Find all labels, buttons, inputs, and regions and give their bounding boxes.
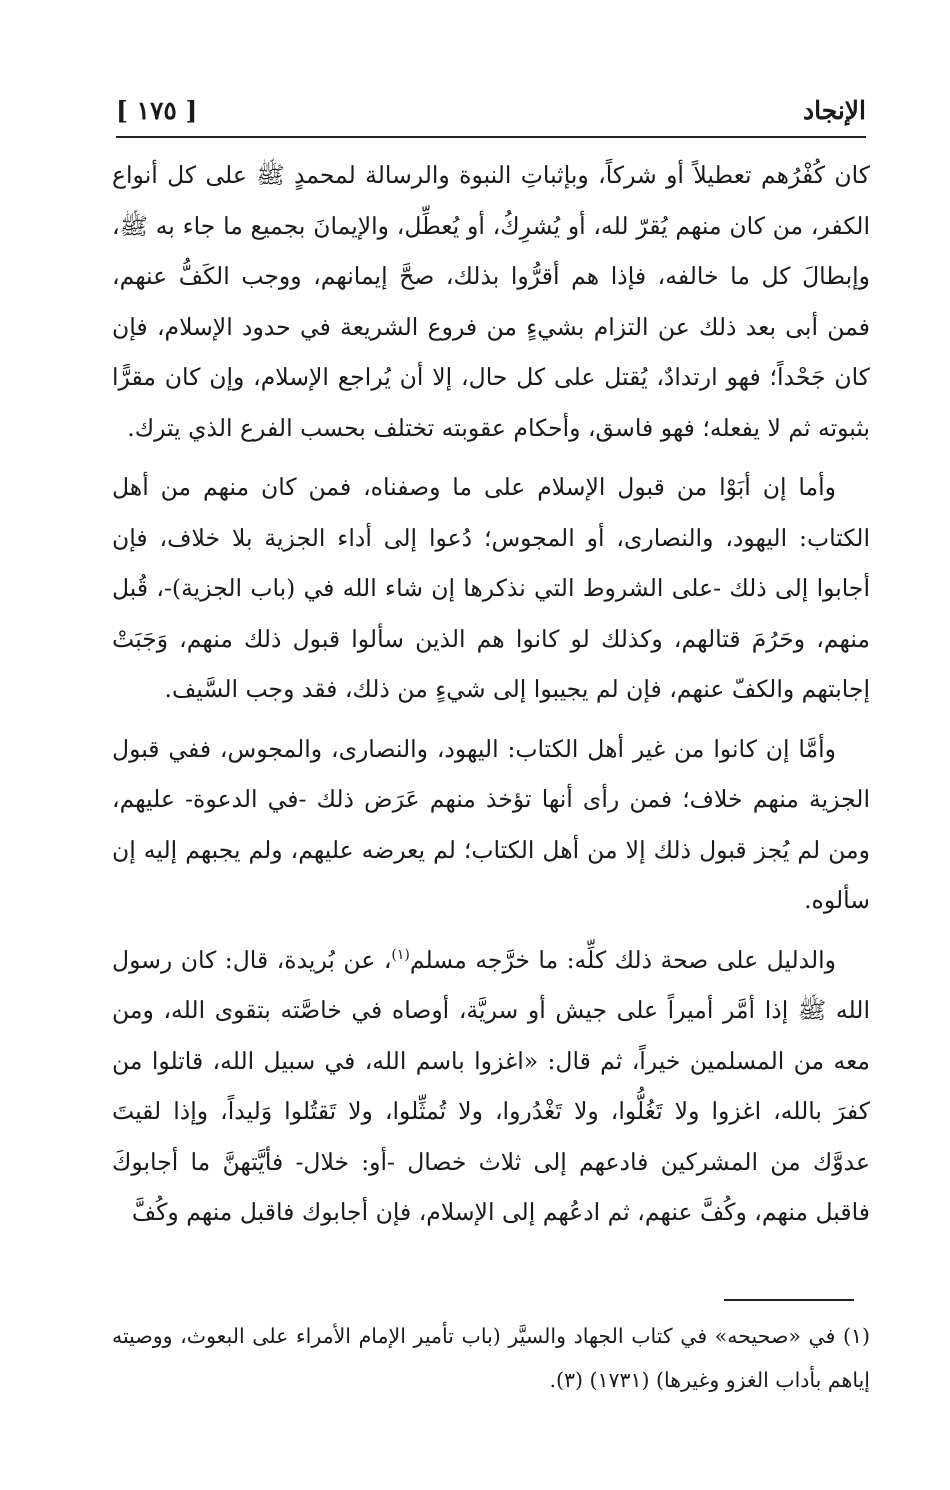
page-header [116, 88, 866, 132]
book-title: الإنجاد [802, 95, 866, 125]
footnotes [112, 1314, 870, 1402]
paragraph-4-start: والدليل على صحة ذلك كلِّه: ما خرَّجه مسلم [409, 945, 836, 974]
page-number: [ ١٧٥ ] [116, 95, 198, 125]
footnote-marker: (١) [391, 946, 410, 963]
footnote-divider [724, 1299, 854, 1301]
paragraph-4 [112, 935, 870, 1238]
header-divider [116, 136, 866, 138]
main-text [112, 150, 870, 1247]
paragraph-2: وأما إن أبَوْا من قبول الإسلام على ما وصفناه، فمن كان منهم من أهل الكتاب: اليهود، والنصارى، أو المجوس؛ دُعوا إلى أداء الجزية بلا خلاف، فإن أجابوا إلى ذلك -على الشروط التي نذكرها إن شاء الله في (باب الجزية)-، قُبل منهم، وحَرُمَ قتالهم، وكذلك لو كانوا هم الذين سألوا قبول ذلك منهم، وَجَبَتْ إجابتهم والكفّ عنهم، فإن لم يجيبوا إلى شيءٍ من ذلك، فقد وجب السَّيف. [112, 473, 870, 703]
paragraph-1: كان كُفْرُهم تعطيلاً أو شركاً، وبإثباتِ النبوة والرسالة لمحمدٍ ﷺ على كل أنواع الكفر، من كان منهم يُقرّ لله، أو يُشرِكُ، أو يُعطِّل، والإيمانَ بجميع ما جاء به ﷺ، وإبطالَ كل ما خالفه، فإذا هم أقرُّوا بذلك، صحَّ إيمانهم، ووجب الكَفُّ عنهم، فمن أبى بعد ذلك عن التزام بشيءٍ من فروع الشريعة في حدود الإسلام، فإن كان جَحْداً؛ فهو ارتدادٌ، يُقتل على كل حال، إلا أن يُراجع الإسلام، وإن كان مقرًّا بثبوته ثم لا يفعله؛ فهو فاسق، وأحكام عقوبته تختلف بحسب الفرع الذي يترك. [112, 161, 870, 442]
footnote-1: (١) في «صحيحه» في كتاب الجهاد والسيَّر (باب تأمير الإمام الأمراء على البعوث، ووصيته إياهم بأداب الغزو وغيرها) (١٧٣١) (٣). [112, 1324, 870, 1392]
paragraph-3: وأمَّا إن كانوا من غير أهل الكتاب: اليهود، والنصارى، والمجوس، ففي قبول الجزية منهم خلاف؛ فمن رأى أنها تؤخذ منهم عَرَض ذلك -في الدعوة- عليهم، ومن لم يُجز قبول ذلك إلا من أهل الكتاب؛ لم يعرضه عليهم، ولم يجبهم إليه إن سألوه. [112, 734, 870, 914]
paragraph-4-rest: ، عن بُريدة، قال: كان رسول الله ﷺ إذا أمَّر أميراً على جيش أو سريَّة، أوصاه في خاصَّته بتقوى الله، ومن معه من المسلمين خيراً، ثم قال: «اغزوا باسم الله، في سبيل الله، قاتلوا من كفرَ بالله، اغزوا ولا تَغُلُّوا، ولا تَغْدُروا، ولا تُمثِّلوا، ولا تَقتُلوا وَليداً، وإذا لقيتَ عدوَّك من المشركين فادعهم إلى ثلاث خصال -أو: خلال- فأيَّتهنَّ ما أجابوكَ فاقبل منهم، وكُفَّ عنهم، ثم ادعُهم إلى الإسلام، فإن أجابوك فاقبل منهم وكُفَّ [112, 945, 870, 1226]
